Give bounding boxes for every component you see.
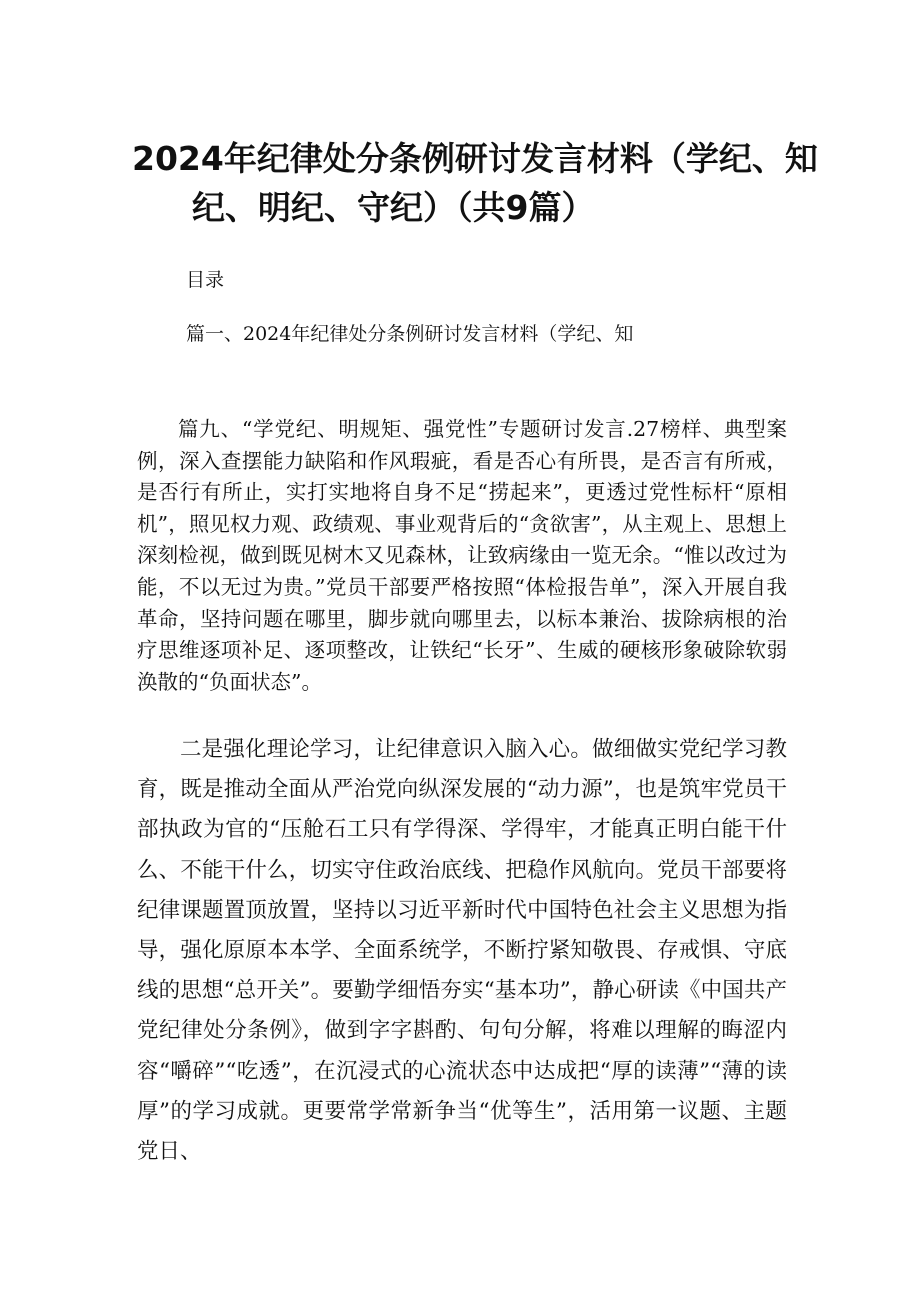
document-title: [120, 134, 818, 232]
body-paragraph: 二是强化理论学习，让纪律意识入脑入心。做细做实党纪学习教育，既是推动全面从严治党向纵深发展的“动力源”，也是筑牢党员干部执政为官的“压舱石工只有学得深、学得牢，才能真正明白能干什么、不能干什么，切实守住政治底线、把稳作风航向。党员干部要将纪律课题置顶放置，坚持以习近平新时代中国特色社会主义思想为指导，强化原原本本学、全面系统学，不断拧紧知敬畏、存戒惧、守底线的思想“总开关”。要勤学细悟夯实“基本功”，静心研读《中国共产党纪律处分条例》，做到字字斟酌、句句分解，将难以理解的晦涩内容“嚼碎”“吃透”，在沉浸式的心流状态中达成把“厚的读薄”“薄的读厚”的学习成就。更要常学常新争当“优等生”，活用第一议题、主题党日、: [137, 737, 788, 1165]
toc-heading: 目录: [186, 269, 225, 291]
title-line-1: 2024年纪律处分条例研讨发言材料（学纪、知: [132, 139, 818, 178]
body-paragraph: 篇九、“学党纪、明规矩、强党性”专题研讨发言.27榜样、典型案例，深入查摆能力缺陷和作风瑕疵，看是否心有所畏，是否言有所戒，是否行有所止，实打实地将自身不足“捞起来”，更透过党性标杆“原相机”，照见权力观、政绩观、事业观背后的“贪欲害”，从主观上、思想上深刻检视，做到既见树木又见森林，让致病缘由一览无余。“惟以改过为能，不以无过为贵。”党员干部要严格按照“体检报告单”，深入开展自我革命，坚持问题在哪里，脚步就向哪里去，以标本兼治、拔除病根的治疗思维逐项补足、逐项整改，让铁纪“长牙”、生威的硬核形象破除软弱涣散的“负面状态”。: [137, 417, 787, 694]
toc-item: 篇一、2024年纪律处分条例研讨发言材料（学纪、知: [186, 323, 634, 345]
title-line-2: 纪、明纪、守纪）（共9篇）: [192, 188, 595, 227]
